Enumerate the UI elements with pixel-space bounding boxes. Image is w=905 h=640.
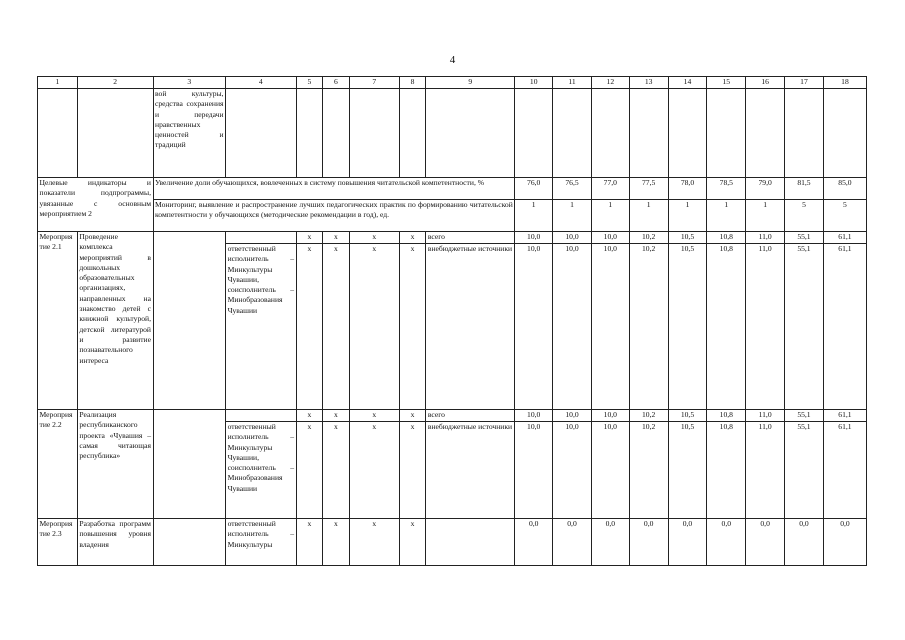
funding-value: 0,0 xyxy=(553,519,592,566)
empty-cell xyxy=(77,89,153,178)
funding-value: 61,1 xyxy=(823,244,866,410)
funding-value: 10,0 xyxy=(591,232,629,244)
funding-value: 10,0 xyxy=(553,410,592,422)
funding-source: всего xyxy=(426,232,515,244)
code-cell: х xyxy=(399,519,426,566)
column-number: 5 xyxy=(296,77,323,89)
funding-value: 11,0 xyxy=(746,244,785,410)
funding-value: 10,5 xyxy=(668,232,707,244)
empty-cell xyxy=(323,89,350,178)
code-cell: х xyxy=(399,422,426,519)
column-number: 3 xyxy=(153,77,226,89)
indicator-value: 1 xyxy=(629,200,668,232)
funding-source: внебюджетные источники xyxy=(426,244,515,410)
executor-text: ответственный исполнитель – Минкультуры xyxy=(226,519,297,566)
event-title: Реализация республиканского проекта «Чувашия – самая читающая республика» xyxy=(77,410,153,519)
column-number: 18 xyxy=(823,77,866,89)
funding-value: 10,0 xyxy=(591,410,629,422)
event-row xyxy=(38,410,867,422)
empty-cell xyxy=(226,89,297,178)
event-row xyxy=(38,232,867,244)
empty-cell xyxy=(591,89,629,178)
column-number: 9 xyxy=(426,77,515,89)
empty-cell xyxy=(153,519,226,566)
code-cell: х xyxy=(323,519,350,566)
funding-value: 10,2 xyxy=(629,244,668,410)
funding-value: 10,0 xyxy=(591,244,629,410)
empty-cell xyxy=(38,89,78,178)
funding-value: 61,1 xyxy=(823,422,866,519)
funding-value: 10,5 xyxy=(668,422,707,519)
indicator-value: 1 xyxy=(591,200,629,232)
empty-cell xyxy=(785,89,824,178)
column-number: 6 xyxy=(323,77,350,89)
column-number: 13 xyxy=(629,77,668,89)
continued-text: вой культуры, средства сохранения и передачи нравственных ценностей и традиций xyxy=(153,89,226,178)
funding-value: 0,0 xyxy=(591,519,629,566)
code-cell: х xyxy=(399,232,426,244)
funding-value: 0,0 xyxy=(707,519,746,566)
indicator-value: 81,5 xyxy=(785,178,824,200)
funding-value: 55,1 xyxy=(785,232,824,244)
indicators-label: Целевые индикаторы и показатели подпрограммы, увязанные с основным мероприятием 2 xyxy=(38,178,154,232)
column-number: 14 xyxy=(668,77,707,89)
code-cell: х xyxy=(349,519,399,566)
indicator-value: 1 xyxy=(707,200,746,232)
indicator-value: 76,0 xyxy=(515,178,553,200)
funding-value: 10,2 xyxy=(629,410,668,422)
executor-text: ответственный исполнитель – Минкультуры Чувашии, соисполнитель – Минобразования Чувашии xyxy=(226,422,297,519)
code-cell: х xyxy=(349,410,399,422)
indicator-text: Увеличение доли обучающихся, вовлеченных в систему повышения читательской компетентности, % xyxy=(153,178,515,200)
code-cell: х xyxy=(296,410,323,422)
indicator-value: 1 xyxy=(515,200,553,232)
funding-value: 10,0 xyxy=(553,232,592,244)
page-number: 4 xyxy=(449,54,456,66)
funding-value: 10,0 xyxy=(553,422,592,519)
code-cell: х xyxy=(323,244,350,410)
code-cell: х xyxy=(323,232,350,244)
code-cell: х xyxy=(349,422,399,519)
indicator-value: 85,0 xyxy=(823,178,866,200)
column-number: 12 xyxy=(591,77,629,89)
column-number: 15 xyxy=(707,77,746,89)
empty-cell xyxy=(668,89,707,178)
funding-value: 0,0 xyxy=(668,519,707,566)
empty-cell xyxy=(153,410,226,519)
empty-cell xyxy=(629,89,668,178)
funding-value: 61,1 xyxy=(823,410,866,422)
column-number: 8 xyxy=(399,77,426,89)
funding-value: 10,5 xyxy=(668,410,707,422)
indicator-row xyxy=(38,200,867,232)
code-cell: х xyxy=(399,244,426,410)
event-title: Проведение комплекса мероприятий в дошкольных образовательных организациях, направленных на знакомство детей с книжной культурой, детской литературой и развитие познавательного интереса xyxy=(77,232,153,410)
code-cell: х xyxy=(323,422,350,519)
empty-cell xyxy=(746,89,785,178)
empty-cell xyxy=(515,89,553,178)
executor-text: ответственный исполнитель – Минкультуры Чувашии, соисполнитель – Минобразования Чувашии xyxy=(226,244,297,410)
funding-value: 55,1 xyxy=(785,422,824,519)
column-number-row xyxy=(38,77,867,89)
funding-value: 10,2 xyxy=(629,232,668,244)
column-number: 11 xyxy=(553,77,592,89)
funding-value: 0,0 xyxy=(785,519,824,566)
code-cell: х xyxy=(323,410,350,422)
funding-value: 55,1 xyxy=(785,244,824,410)
column-number: 2 xyxy=(77,77,153,89)
funding-value: 10,8 xyxy=(707,410,746,422)
funding-value: 10,0 xyxy=(515,422,553,519)
funding-value: 10,5 xyxy=(668,244,707,410)
funding-source: внебюджетные источники xyxy=(426,422,515,519)
funding-value: 11,0 xyxy=(746,232,785,244)
code-cell: х xyxy=(296,422,323,519)
funding-value: 10,0 xyxy=(553,244,592,410)
funding-value: 55,1 xyxy=(785,410,824,422)
empty-cell xyxy=(426,89,515,178)
funding-value: 0,0 xyxy=(823,519,866,566)
funding-source: всего xyxy=(426,410,515,422)
event-label: Мероприятие 2.2 xyxy=(38,410,78,519)
empty-cell xyxy=(707,89,746,178)
funding-value: 0,0 xyxy=(746,519,785,566)
funding-value: 0,0 xyxy=(515,519,553,566)
funding-value: 11,0 xyxy=(746,410,785,422)
code-cell: х xyxy=(296,519,323,566)
event-title: Разработка программ повышения уровня владения xyxy=(77,519,153,566)
code-cell: х xyxy=(399,410,426,422)
indicator-row xyxy=(38,178,867,200)
funding-value: 10,0 xyxy=(515,244,553,410)
column-number: 4 xyxy=(226,77,297,89)
indicator-value: 78,5 xyxy=(707,178,746,200)
code-cell: х xyxy=(296,244,323,410)
column-number: 7 xyxy=(349,77,399,89)
indicator-value: 78,0 xyxy=(668,178,707,200)
column-number: 16 xyxy=(746,77,785,89)
empty-cell xyxy=(553,89,592,178)
column-number: 17 xyxy=(785,77,824,89)
empty-cell xyxy=(349,89,399,178)
funding-value: 10,8 xyxy=(707,232,746,244)
indicator-value: 5 xyxy=(785,200,824,232)
funding-value: 11,0 xyxy=(746,422,785,519)
empty-cell xyxy=(399,89,426,178)
indicator-value: 5 xyxy=(823,200,866,232)
empty-cell xyxy=(296,89,323,178)
empty-cell xyxy=(153,232,226,410)
event-row xyxy=(38,519,867,566)
funding-value: 10,8 xyxy=(707,244,746,410)
empty-cell xyxy=(823,89,866,178)
indicator-value: 1 xyxy=(553,200,592,232)
funding-value: 10,0 xyxy=(591,422,629,519)
executor-text xyxy=(226,410,297,422)
indicator-value: 77,5 xyxy=(629,178,668,200)
event-label: Мероприятие 2.1 xyxy=(38,232,78,410)
column-number: 1 xyxy=(38,77,78,89)
funding-value: 10,0 xyxy=(515,232,553,244)
funding-source xyxy=(426,519,515,566)
program-table xyxy=(37,76,867,566)
indicator-value: 76,5 xyxy=(553,178,592,200)
executor-text xyxy=(226,232,297,244)
column-number: 10 xyxy=(515,77,553,89)
code-cell: х xyxy=(296,232,323,244)
funding-value: 0,0 xyxy=(629,519,668,566)
indicator-value: 79,0 xyxy=(746,178,785,200)
funding-value: 10,0 xyxy=(515,410,553,422)
indicator-value: 1 xyxy=(746,200,785,232)
code-cell: х xyxy=(349,232,399,244)
funding-value: 10,2 xyxy=(629,422,668,519)
indicator-text: Мониторинг, выявление и распространение лучших педагогических практик по формированию читательской компетентности у обучающихся (методические рекомендации в год), ед. xyxy=(153,200,515,232)
indicator-value: 77,0 xyxy=(591,178,629,200)
funding-value: 10,8 xyxy=(707,422,746,519)
code-cell: х xyxy=(349,244,399,410)
continuation-row xyxy=(38,89,867,178)
event-label: Мероприятие 2.3 xyxy=(38,519,78,566)
indicator-value: 1 xyxy=(668,200,707,232)
funding-value: 61,1 xyxy=(823,232,866,244)
